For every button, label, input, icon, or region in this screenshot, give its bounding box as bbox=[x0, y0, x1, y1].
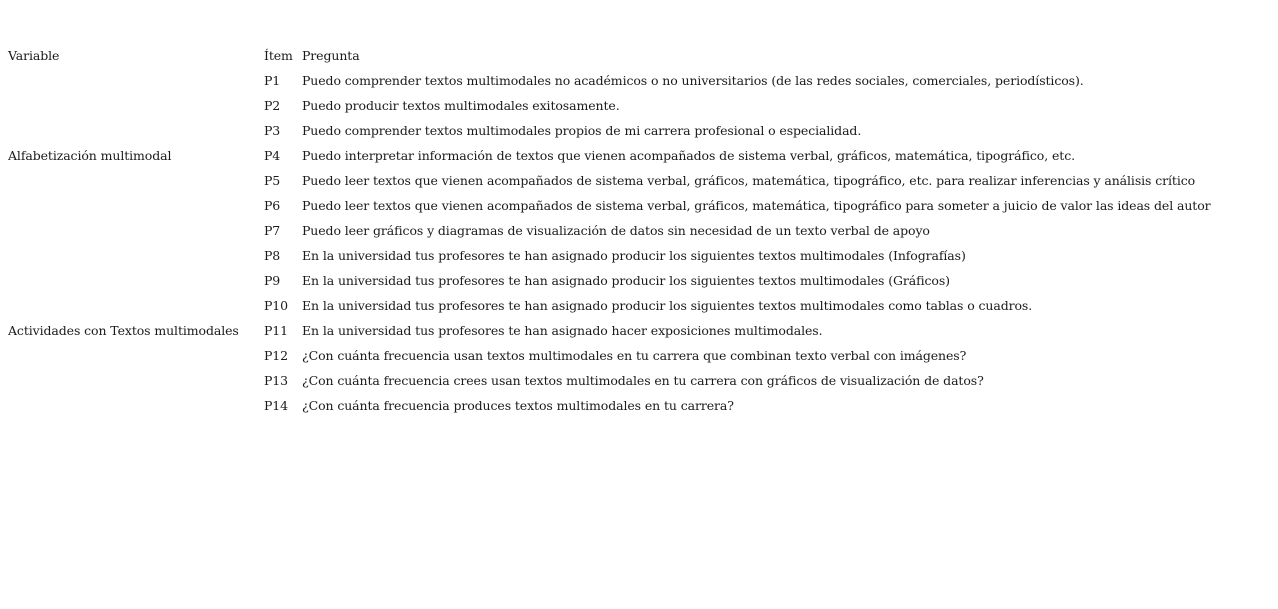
cell-variable bbox=[8, 68, 264, 93]
cell-question: En la universidad tus profesores te han asignado producir los siguientes textos multimodales (Infografías) bbox=[302, 248, 966, 263]
table-row bbox=[8, 343, 1272, 368]
cell-item: P10 bbox=[264, 298, 289, 313]
table-row bbox=[8, 393, 1272, 418]
cell-question: Puedo leer textos que vienen acompañados de sistema verbal, gráficos, matemática, tipográfico para someter a juicio de valor las ideas del autor bbox=[302, 198, 1211, 213]
cell-question: Puedo producir textos multimodales exitosamente. bbox=[302, 98, 620, 113]
table-row bbox=[8, 318, 1272, 343]
header-variable: Variable bbox=[8, 48, 60, 63]
cell-item: P11 bbox=[264, 323, 289, 338]
header-question: Pregunta bbox=[302, 48, 360, 63]
cell-variable bbox=[8, 243, 264, 268]
cell-question: En la universidad tus profesores te han asignado hacer exposiciones multimodales. bbox=[302, 323, 823, 338]
table-header-row bbox=[8, 43, 1272, 68]
table-row bbox=[8, 93, 1272, 118]
cell-variable bbox=[8, 393, 264, 418]
table-row bbox=[8, 168, 1272, 193]
cell-item: P5 bbox=[264, 173, 281, 188]
table-row bbox=[8, 243, 1272, 268]
cell-variable bbox=[8, 93, 264, 118]
cell-item: P2 bbox=[264, 98, 281, 113]
cell-question: Puedo comprender textos multimodales propios de mi carrera profesional o especialidad. bbox=[302, 123, 862, 138]
cell-variable bbox=[8, 168, 264, 193]
table-row bbox=[8, 118, 1272, 143]
cell-item: P3 bbox=[264, 123, 281, 138]
cell-variable bbox=[8, 293, 264, 318]
table-row bbox=[8, 293, 1272, 318]
cell-item: P4 bbox=[264, 148, 281, 163]
cell-question: En la universidad tus profesores te han asignado producir los siguientes textos multimodales (Gráficos) bbox=[302, 273, 950, 288]
cell-question: ¿Con cuánta frecuencia usan textos multimodales en tu carrera que combinan texto verbal con imágenes? bbox=[302, 348, 967, 363]
cell-item: P12 bbox=[264, 348, 289, 363]
questionnaire-table bbox=[8, 43, 1272, 418]
cell-question: ¿Con cuánta frecuencia produces textos multimodales en tu carrera? bbox=[302, 398, 734, 413]
table-row bbox=[8, 193, 1272, 218]
cell-item: P14 bbox=[264, 398, 289, 413]
cell-item: P9 bbox=[264, 273, 281, 288]
cell-variable bbox=[8, 118, 264, 143]
cell-question: Puedo interpretar información de textos que vienen acompañados de sistema verbal, gráficos, matemática, tipográfico, etc. bbox=[302, 148, 1075, 163]
table-row bbox=[8, 368, 1272, 393]
cell-variable: Alfabetización multimodal bbox=[8, 148, 172, 163]
table-row bbox=[8, 268, 1272, 293]
cell-variable bbox=[8, 268, 264, 293]
cell-item: P1 bbox=[264, 73, 281, 88]
table-row bbox=[8, 68, 1272, 93]
table-row bbox=[8, 143, 1272, 168]
cell-variable bbox=[8, 193, 264, 218]
header-item: Ítem bbox=[264, 48, 293, 63]
cell-variable bbox=[8, 218, 264, 243]
cell-item: P6 bbox=[264, 198, 281, 213]
cell-item: P13 bbox=[264, 373, 289, 388]
cell-question: Puedo leer gráficos y diagramas de visualización de datos sin necesidad de un texto verbal de apoyo bbox=[302, 223, 930, 238]
table-row bbox=[8, 218, 1272, 243]
cell-variable bbox=[8, 368, 264, 393]
cell-question: ¿Con cuánta frecuencia crees usan textos multimodales en tu carrera con gráficos de visualización de datos? bbox=[302, 373, 984, 388]
cell-variable bbox=[8, 343, 264, 368]
cell-item: P8 bbox=[264, 248, 281, 263]
cell-item: P7 bbox=[264, 223, 281, 238]
cell-question: Puedo leer textos que vienen acompañados de sistema verbal, gráficos, matemática, tipográfico, etc. para realizar inferencias y análisis crítico bbox=[302, 173, 1196, 188]
cell-question: Puedo comprender textos multimodales no académicos o no universitarios (de las redes sociales, comerciales, periodísticos). bbox=[302, 73, 1084, 88]
cell-question: En la universidad tus profesores te han asignado producir los siguientes textos multimodales como tablas o cuadros. bbox=[302, 298, 1033, 313]
cell-variable: Actividades con Textos multimodales bbox=[8, 323, 239, 338]
